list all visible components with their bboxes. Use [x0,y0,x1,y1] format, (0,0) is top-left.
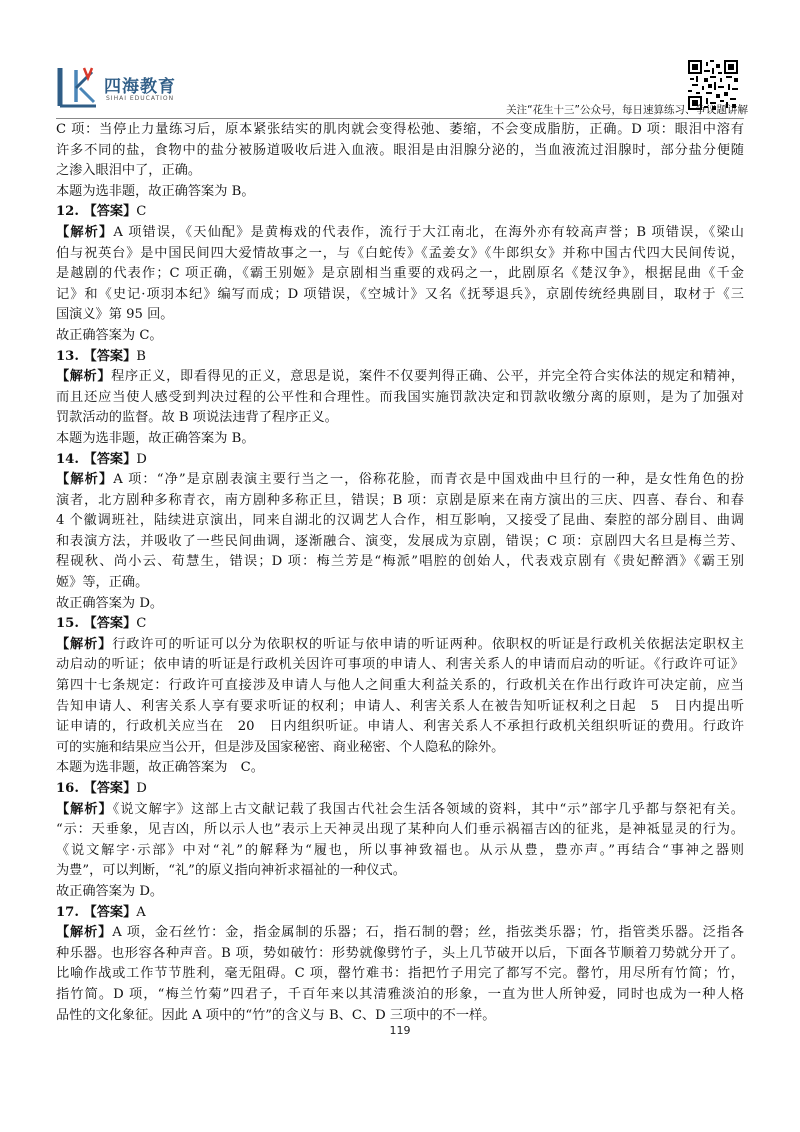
text-line [56,470,744,491]
line-text: 可的实施和结果应当公开，但是涉及国家秘密、商业秘密、个人隐私的除外。 [56,739,505,755]
line-text: 罚款活动的监督。故 B 项说法违背了程序正义。 [56,410,338,426]
text-line [56,491,744,512]
line-text: 演者，北方剧种多称青衣，南方剧种多称正旦，错误；B 项：京剧是原来在南方演出的三庆、四喜、春台、和春 [56,492,744,508]
answer-heading: 15. 【答案】 [56,616,137,632]
line-text: 程砚秋、尚小云、荀慧生，错误；D 项：梅兰芳是“梅派”唱腔的创始人，代表戏京剧有《贵妃醉酒》《霸王别 [56,554,744,570]
text-line [56,573,744,594]
line-text: 告知申请人、利害关系人享有要求听证的权利；申请人、利害关系人在被告知听证权利之日起 5 日内提出听 [56,698,744,714]
line-text: 行政许可的听证可以分为依职权的听证与依申请的听证两种。依职权的听证是行政机关依据法定职权主 [112,636,744,652]
line-text: 比喻作战或工作节节胜利，毫无阻碍。C 项，罄竹难书：指把竹子用完了都写不完。罄竹，用尽所有竹简；竹， [56,966,744,982]
line-text: 记》和《史记·项羽本纪》编写而成；D 项错误，《空城计》又名《抚琴退兵》，京剧传统经典剧目，取材于《三 [56,286,744,302]
line-text: 本题为选非题，故正确答案为 B。 [56,183,255,199]
line-text: 本题为选非题，故正确答案为 C。 [56,760,264,776]
text-line [56,861,744,882]
line-text: C 项：当停止力量练习后，原本紧张结实的肌肉就会变得松弛、萎缩，不会变成脂肪，正确。D 项：眼泪中溶有 [56,122,744,137]
logo-mark-icon [56,64,100,110]
text-line [56,429,744,450]
text-line [56,985,744,1006]
text-line [56,882,744,903]
line-text: 之渗入眼泪中了，正确。 [56,163,202,179]
line-text: 本题为选非题，故正确答案为 B。 [56,430,255,446]
answer-heading: 14. 【答案】 [56,451,137,467]
line-text: 指竹简。D 项，“梅兰竹菊”四君子，千百年来以其清雅淡泊的形象，一直为世人所钟爱，同时也成为一种人格 [56,986,744,1002]
answer-heading: 16. 【答案】 [56,781,137,796]
text-line [56,923,744,944]
line-text: A 项，金石丝竹：金，指金属制的乐器；石，指石制的磬；丝，指弦类乐器；竹，指管类乐器。泛指各 [112,925,744,941]
text-line [56,697,744,718]
line-text: D [136,781,147,796]
answer-explanations [56,120,744,1026]
answer-heading: 【解析】 [56,801,113,817]
text-line [56,738,744,759]
text-line [56,347,744,368]
line-text: 姬》等，正确。 [56,575,149,591]
header-divider [56,118,744,119]
text-line [56,408,744,429]
answer-heading: 17. 【答案】 [56,904,137,920]
answer-heading: 【解析】 [56,472,114,488]
text-line [56,367,744,388]
text-line [56,614,744,635]
text-line [56,820,744,841]
answer-heading: 12. 【答案】 [56,204,137,220]
line-text: A 项：“净”是京剧表演主要行当之一，俗称花脸，而青衣是中国戏曲中旦行的一种，是女性角色的扮 [113,472,744,488]
line-text: 和表演方法，并吸收了一些民间曲调，逐渐融合、演变，发展成为京剧，错误；C 项：京剧四大名旦是梅兰芳、 [56,533,744,549]
line-text: 为豊”，可以判断，“礼”的原义指向神祈求福祉的一种仪式。 [56,863,406,879]
page-number: 119 [389,1024,411,1037]
text-line [56,903,744,924]
text-line [56,779,744,800]
line-text: 程序正义，即看得见的正义，意思是说，案件不仅要判得正确、公平，并完全符合实体法的规定和精神， [111,369,744,385]
text-line [56,305,744,326]
line-text: 国演义》第 95 回。 [56,307,174,323]
text-line [56,244,744,265]
text-line [56,552,744,573]
line-text: A [136,904,146,920]
line-text: 第四十七条规定：行政许可直接涉及申请人与他人之间重大利益关系的，行政机关在作出行政许可决定前，应当 [56,678,744,694]
line-text: A 项错误，《天仙配》是黄梅戏的代表作，流行于大江南北，在海外亦有较高声誉；B 项错误，《梁山 [113,224,744,240]
text-line [56,655,744,676]
answer-heading: 13. 【答案】 [56,348,137,364]
line-text: 故正确答案为 C。 [56,327,163,343]
logo-text: 四海教育 [104,77,176,97]
line-text: 伯与祝英台》是中国民间四大爱情故事之一，与《白蛇传》《孟姜女》《牛郎织女》并称中国古代四大民间传说， [56,245,744,261]
line-text: D [136,451,147,467]
line-text: 《说文解字·示部》中对“礼”的解释为“履也，所以事神致福也。从示从豊，豊亦声。”再结合“事神之器则 [56,842,744,858]
line-text: 4 个徽调班社，陆续进京演出，同来自湖北的汉调艺人合作，相互影响，又接受了昆曲、秦腔的部分剧目、曲调 [56,513,744,529]
line-text: 证申请的，行政机关应当在 20 日内组织听证。申请人、利害关系人不承担行政机关组织听证的费用。行政许 [56,719,744,735]
text-line [56,594,744,615]
text-line [56,141,744,162]
text-line [56,635,744,656]
line-text: “示：天垂象，见吉凶，所以示人也”表示上天神灵出现了某种向人们垂示祸福吉凶的征兆，是神祗显灵的行为。 [56,822,744,838]
page-header [0,0,800,118]
text-line [56,800,744,821]
text-line [56,758,744,779]
text-line [56,161,744,182]
line-text: C [136,616,147,632]
logo-subtext: SIHAI EDUCATION [106,95,175,102]
line-text: 动启动的听证；依申请的听证是行政机关因许可事项的申请人、利害关系人的申请而启动的听证。《行政许可证》 [56,657,744,673]
text-line [56,202,744,223]
answer-heading: 【解析】 [56,369,112,385]
logo [56,64,216,112]
text-line [56,326,744,347]
text-line [56,285,744,306]
text-line [56,717,744,738]
line-text: 故正确答案为 D。 [56,883,164,899]
text-line [56,120,744,141]
line-text: 是越剧的代表作；C 项正确，《霸王别姬》是京剧相当重要的戏码之一，此剧原名《楚汉争》，根据昆曲《千金 [56,266,744,282]
text-line [56,450,744,471]
text-line [56,223,744,244]
text-line [56,676,744,697]
line-text: 许多不同的盐，食物中的盐分被肠道吸收后进入血液。眼泪是由泪腺分泌的，当血液流过泪腺时，部分盐分便随 [56,142,744,158]
line-text: 种乐器。也形容各种声音。B 项，势如破竹：形势就像劈竹子，头上几节破开以后，下面各节顺着刀势就分开了。 [56,945,744,961]
text-line [56,944,744,965]
line-text: B [136,348,146,364]
text-line [56,841,744,862]
line-text: C [136,204,147,220]
text-line [56,388,744,409]
answer-heading: 【解析】 [56,224,114,240]
line-text: 故正确答案为 D。 [56,595,164,611]
text-line [56,511,744,532]
text-line [56,532,744,553]
text-line [56,264,744,285]
text-line [56,964,744,985]
line-text: 《说文解字》这部上古文献记载了我国古代社会生活各领域的资料，其中“示”部字几乎都与祭祀有关。 [112,801,744,817]
line-text: 而且还应当使人感受到判决过程的公平性和合理性。而我国实施罚款决定和罚款收缴分离的原则，是为了加强对 [56,389,744,405]
line-text: 品性的文化象征。因此 A 项中的“竹”的含义与 B、C、D 三项中的不一样。 [56,1007,496,1023]
header-slogan: 关注“花生十三”公众号，每日速算练习、争议题讲解 [506,104,748,116]
answer-heading: 【解析】 [56,925,113,941]
text-line [56,182,744,203]
answer-heading: 【解析】 [56,636,113,652]
